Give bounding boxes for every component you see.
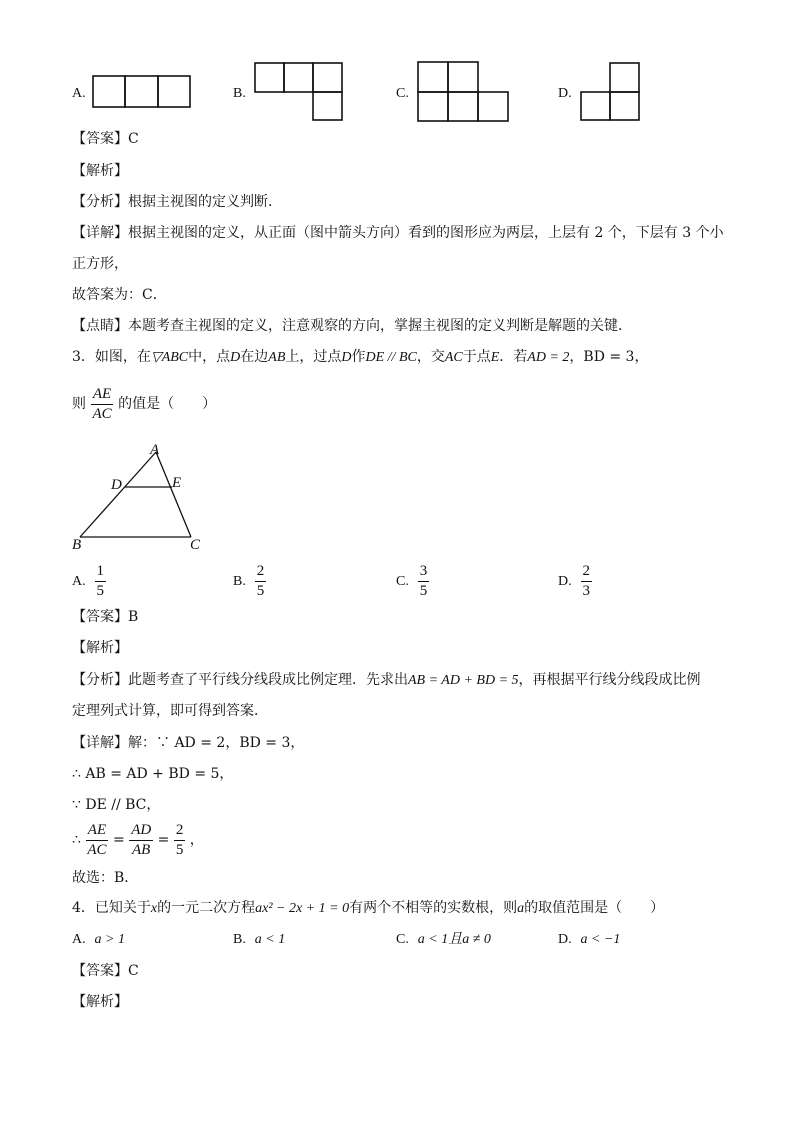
q3-stem-line2: 则 $\frac{AE}{AC}$ 的值是（ ） (72, 386, 217, 422)
q3-fenxi-line2: 定理列式计算，即可得到答案． (72, 703, 268, 719)
q3-step3: ∵ DE // BC， (72, 797, 161, 813)
q2-option-a-label[interactable]: A. (72, 86, 86, 101)
q2-option-d-figure (580, 62, 642, 122)
q2-option-b-label[interactable]: B. (233, 86, 246, 101)
q4-option-c[interactable]: C. a < 1且a ≠ 0 (396, 932, 491, 947)
q4-option-b[interactable]: B. a < 1 (233, 932, 286, 947)
q2-conclusion: 故答案为：C． (72, 287, 167, 303)
q2-option-d-label[interactable]: D. (558, 86, 572, 101)
q3-label-b: B (72, 537, 82, 553)
q3-step4: ∴ $\frac{AE}{AC}$ = $\frac{AD}{AB}$ = $\frac{2}{5}$ ， (72, 822, 204, 858)
q3-option-a[interactable]: A. $\frac{1}{5}$ (72, 563, 105, 599)
q2-answer: 【答案】C (72, 131, 139, 147)
q4-analysis-title: 【解析】 (72, 994, 128, 1010)
q2-xiangjie-line1: 【详解】根据主视图的定义，从正面（图中箭头方向）看到的图形应为两层，上层有 2 个，下层有 3 个小 (72, 225, 724, 241)
q3-label-c: C (190, 537, 201, 553)
q3-label-d: D (111, 477, 122, 493)
q3-step1: 【详解】解：∵ AD = 2，BD = 3， (72, 735, 305, 751)
q3-conclusion: 故选：B． (72, 870, 139, 886)
q3-option-b[interactable]: B. $\frac{2}{5}$ (233, 563, 265, 599)
q3-stem-fraction: $\frac{AE}{AC}$ (92, 386, 112, 422)
q2-analysis-title: 【解析】 (72, 163, 128, 179)
q4-answer: 【答案】C (72, 963, 139, 979)
q3-step2: ∴ AB = AD + BD = 5， (72, 766, 234, 782)
q2-dianjing: 【点睛】本题考查主视图的定义，注意观察的方向，掌握主视图的定义判断是解题的关键． (72, 318, 632, 334)
q3-analysis-title: 【解析】 (72, 640, 128, 656)
q2-fenxi: 【分析】根据主视图的定义判断． (72, 194, 282, 210)
q3-answer: 【答案】B (72, 609, 139, 625)
q3-triangle-figure (70, 440, 210, 555)
q2-xiangjie-line2: 正方形， (72, 256, 128, 272)
q4-stem: 4．已知关于x的一元二次方程ax² − 2x + 1 = 0有两个不相等的实数根，则a的取值范围是（ ） (72, 900, 665, 916)
q3-label-e: E (172, 475, 182, 491)
q2-option-c-figure (417, 61, 511, 123)
q3-option-c[interactable]: C. $\frac{3}{5}$ (396, 563, 428, 599)
q3-fenxi-line1: 【分析】此题考查了平行线分线段成比例定理．先求出AB = AD + BD = 5，再根据平行线分线段成比例 (72, 672, 701, 688)
q4-option-a[interactable]: A. a > 1 (72, 932, 125, 947)
q2-option-a-figure (92, 75, 192, 109)
q3-label-a: A (150, 442, 160, 458)
q2-option-c-label[interactable]: C. (396, 86, 409, 101)
q4-option-d[interactable]: D. a < −1 (558, 932, 621, 947)
q3-option-d[interactable]: D. $\frac{2}{3}$ (558, 563, 591, 599)
q2-option-b-figure (254, 62, 346, 122)
q3-stem-line1: 3．如图，在▽ABC中，点D在边AB上，过点D作DE // BC，交AC于点E．若AD = 2，BD = 3， (72, 349, 649, 365)
